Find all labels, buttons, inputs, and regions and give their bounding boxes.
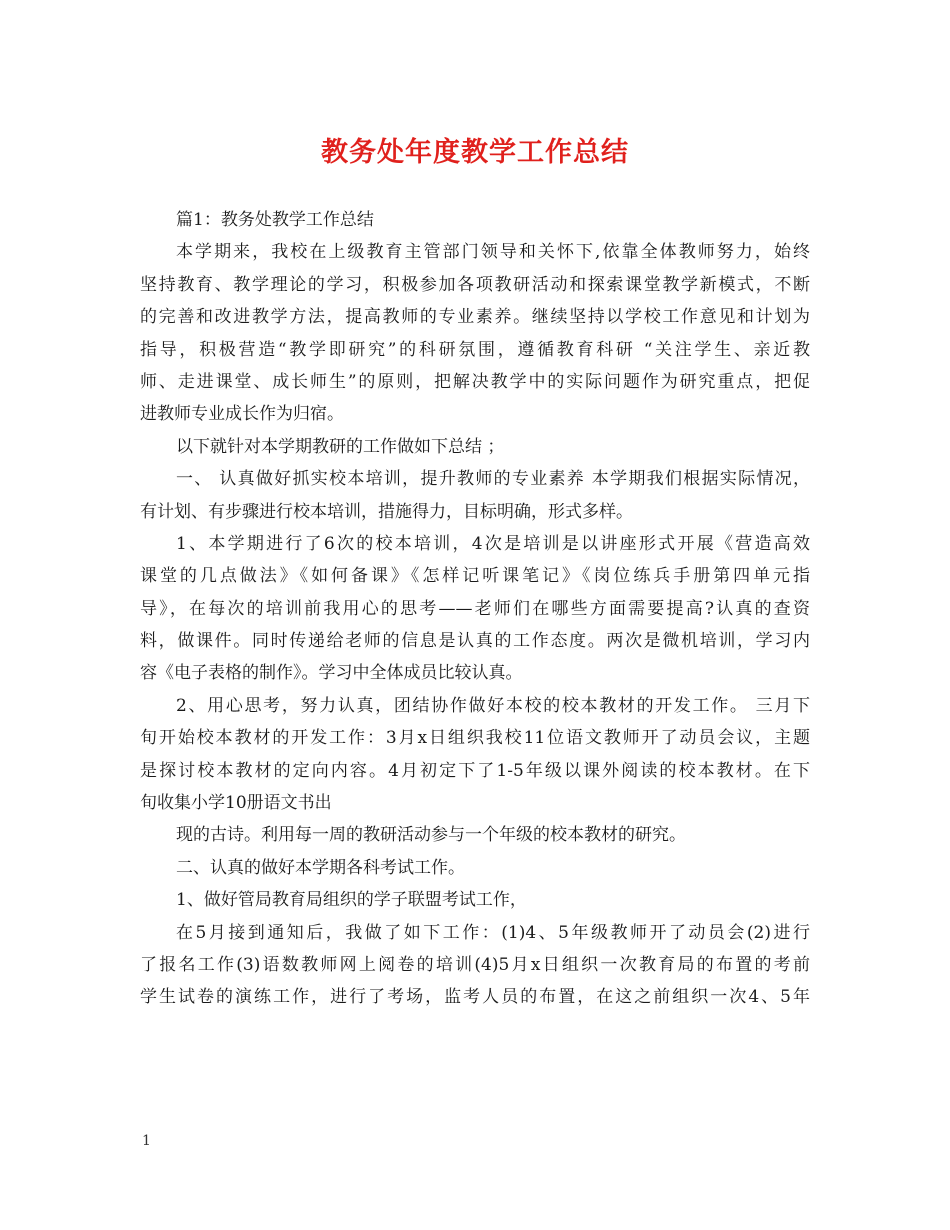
paragraph-line: 旬开始校本教材的开发工作：3月x日组织我校11位语文教师开了动员会议，主题 [140, 728, 810, 749]
paragraph-line: 以下就针对本学期教研的工作做如下总结 ； [176, 436, 505, 457]
paragraph-line: 1、做好管局教育局组织的学子联盟考试工作， [176, 890, 527, 911]
paragraph-line: 指导，积极营造“教学即研究”的科研氛围，遵循教育科研 “关注学生、亲近教 [140, 339, 810, 360]
paragraph-line: 现的古诗。利用每一周的教研活动参与一个年级的校本教材的研究。 [176, 825, 686, 846]
paragraph-line: 本学期来，我校在上级教育主管部门领导和关怀下,依靠全体教师努力，始终 [176, 242, 810, 263]
paragraph-line: 课堂的几点做法》《如何备课》《怎样记听课笔记》《岗位练兵手册第四单元指 [140, 566, 810, 587]
paragraph-line: 进教师专业成长作为归宿。 [140, 404, 344, 425]
paragraph-line: 料，做课件。同时传递给老师的信息是认真的工作态度。两次是微机培训，学习内 [140, 631, 810, 652]
paragraph-line: 2、用心思考，努力认真，团结协作做好本校的校本教材的开发工作。 三月下 [176, 695, 810, 716]
paragraph-line: 一、 认真做好抓实校本培训，提升教师的专业素养 本学期我们根据实际情况， [176, 469, 810, 490]
paragraph-line: 师、走进课堂、成长师生”的原则，把解决教学中的实际问题作为研究重点，把促 [140, 371, 810, 392]
paragraph-line: 的完善和改进教学方法，提高教师的专业素养。继续坚持以学校工作意见和计划为 [140, 307, 810, 328]
paragraph-line: 导》，在每次的培训前我用心的思考——老师们在哪些方面需要提高?认真的查资 [140, 598, 810, 619]
paragraph-line: 了报名工作(3)语数教师网上阅卷的培训(4)5月x日组织一次教育局的布置的考前 [140, 954, 810, 975]
paragraph-line: 容《电子表格的制作》。学习中全体成员比较认真。 [140, 663, 523, 684]
section-heading: 篇1：教务处教学工作总结 [176, 210, 374, 230]
paragraph-line: 是探讨校本教材的定向内容。4月初定下了1-5年级以课外阅读的校本教材。在下 [140, 760, 810, 781]
page-number: 1 [142, 1133, 151, 1149]
section-heading: 二、认真的做好本学期各科考试工作。 [176, 857, 465, 878]
paragraph-line: 在5月接到通知后，我做了如下工作：(1)4、5年级教师开了动员会(2)进行 [176, 922, 810, 943]
document-body [140, 204, 810, 1014]
paragraph-line: 有计划、有步骤进行校本培训，措施得力，目标明确，形式多样。 [140, 501, 633, 522]
paragraph-line: 学生试卷的演练工作，进行了考场，监考人员的布置，在这之前组织一次4、5年 [140, 987, 810, 1008]
paragraph-line: 坚持教育、教学理论的学习，积极参加各项教研活动和探索课堂教学新模式，不断 [140, 274, 810, 295]
paragraph-line: 旬收集小学10册语文书出 [140, 793, 332, 814]
paragraph-line: 1、本学期进行了6次的校本培训，4次是培训是以讲座形式开展《营造高效 [176, 533, 810, 554]
page-title: 教务处年度教学工作总结 [321, 137, 629, 168]
